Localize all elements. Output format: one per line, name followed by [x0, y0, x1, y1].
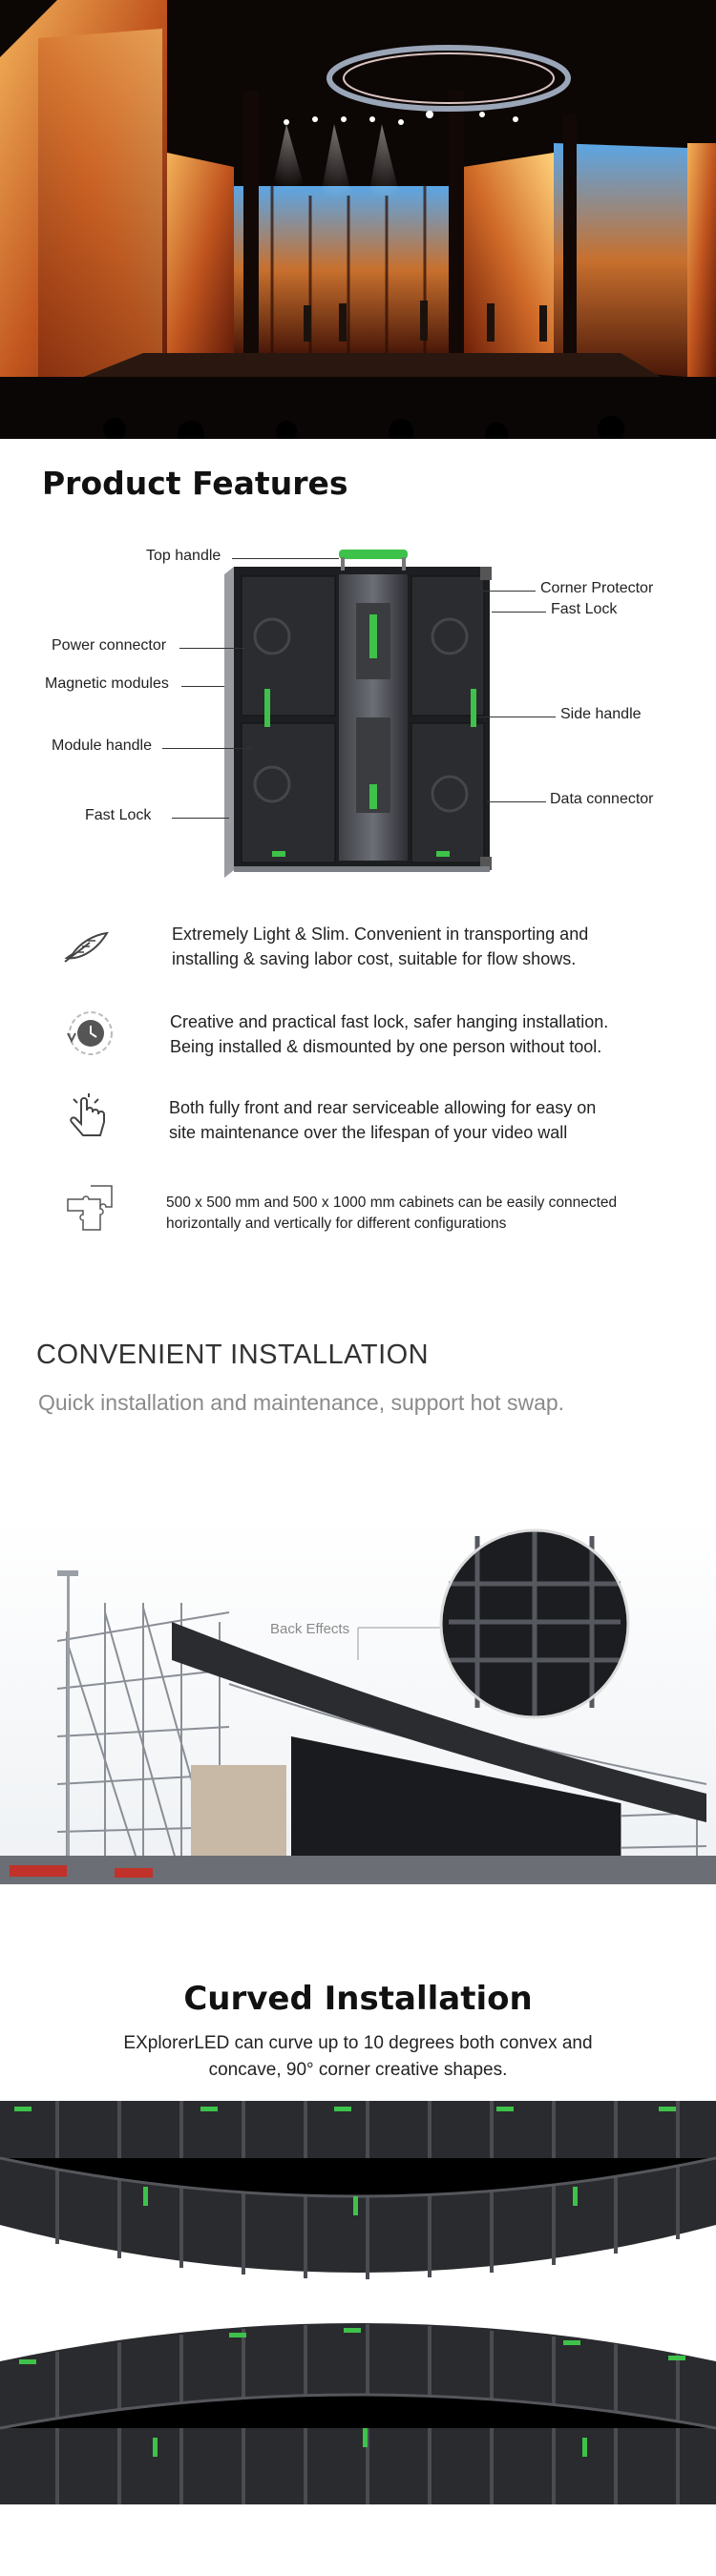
- back-effects-label: Back Effects: [270, 1621, 350, 1637]
- feature-item: [62, 1088, 119, 1149]
- feature-item: [62, 1005, 119, 1066]
- feature-1-line-1: Extremely Light & Slim. Convenient in transporting and: [172, 924, 589, 944]
- top-handle-shape: [339, 550, 408, 559]
- feature-text-2: [170, 1009, 705, 1059]
- feature-item: [57, 918, 115, 979]
- callout-top-handle: Top handle: [146, 548, 221, 564]
- stage-illustration: [0, 0, 716, 439]
- curved-description: [0, 2030, 716, 2083]
- callout-data-connector: Data connector: [550, 791, 654, 807]
- clock-icon: [62, 1005, 119, 1062]
- callout-power-connector: Power connector: [52, 637, 167, 654]
- callout-module-handle: Module handle: [52, 737, 152, 754]
- feature-4-line-1: 500 x 500 mm and 500 x 1000 mm cabinets can be easily connected: [166, 1195, 618, 1211]
- feature-item: [62, 1180, 119, 1241]
- callout-magnetic-modules: Magnetic modules: [45, 675, 169, 692]
- feature-text-1: [172, 922, 706, 971]
- feature-2-line-2: Being installed & dismounted by one person without tool.: [170, 1037, 602, 1057]
- curved-line-1: EXplorerLED can curve up to 10 degrees both convex and: [123, 2033, 593, 2053]
- puzzle-icon: [62, 1180, 119, 1237]
- leader-corner-protector: [482, 591, 536, 592]
- leader-fast-lock-right: [492, 612, 546, 613]
- feature-1-line-2: installing & saving labor cost, suitable for flow shows.: [172, 949, 577, 969]
- leader-top-handle: [232, 558, 339, 559]
- leader-fast-lock-left: [172, 818, 229, 819]
- callout-fast-lock-left: Fast Lock: [85, 807, 152, 823]
- curved-line-2: concave, 90° corner creative shapes.: [208, 2059, 508, 2080]
- callout-corner-protector: Corner Protector: [540, 580, 654, 596]
- concave-curved-wall: [0, 2101, 716, 2282]
- scaffold-installation-photo: [0, 1517, 716, 1884]
- callout-side-handle: Side handle: [560, 706, 642, 722]
- hand-tap-icon: [62, 1088, 119, 1145]
- convex-curved-wall: [0, 2323, 716, 2504]
- hero-stage-photo: [0, 0, 716, 439]
- installation-subtitle: Quick installation and maintenance, support hot swap.: [38, 1390, 565, 1415]
- feature-text-4: [166, 1193, 710, 1236]
- leader-module-handle: [162, 748, 253, 749]
- product-features-title: Product Features: [42, 465, 348, 502]
- leader-magnetic-modules: [181, 686, 224, 687]
- feature-3-line-1: Both fully front and rear serviceable allowing for easy on: [169, 1098, 597, 1117]
- leader-power-connector: [179, 648, 246, 649]
- feature-text-3: [169, 1095, 704, 1145]
- cabinet-diagram: [215, 546, 501, 882]
- leader-data-connector: [487, 801, 546, 802]
- feature-2-line-1: Creative and practical fast lock, safer hanging installation.: [170, 1012, 609, 1031]
- curved-title: Curved Installation: [183, 1980, 533, 2018]
- feature-4-line-2: horizontally and vertically for different configurations: [166, 1215, 507, 1233]
- feather-icon: [57, 918, 115, 975]
- callout-fast-lock-right: Fast Lock: [551, 601, 618, 617]
- installation-title: CONVENIENT INSTALLATION: [36, 1340, 430, 1370]
- feature-3-line-2: site maintenance over the lifespan of your video wall: [169, 1123, 568, 1143]
